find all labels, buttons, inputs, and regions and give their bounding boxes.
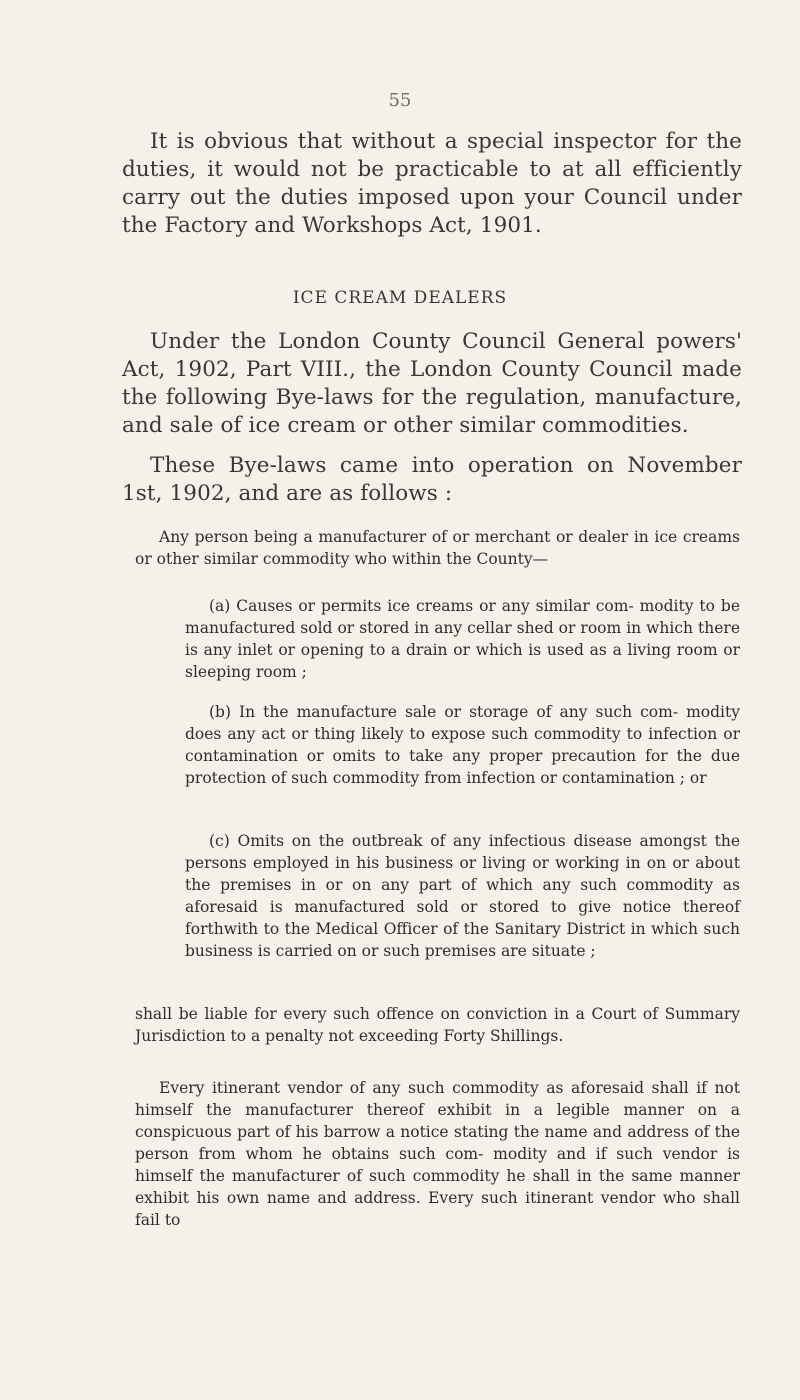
intro-paragraph-text: It is obvious that without a special inspector for the duties, it would not be practicable to at all efficiently carry out the duties imposed upon your Council under the Factory and Workshops Act, 1901. xyxy=(122,129,742,238)
clause-c-text: (c) Omits on the outbreak of any infectious disease amongst the persons employed in his business or living or working in on or about the premises in or on any part of which any such commodity as aforesaid is manufactured sold or stored to give notice thereof forthwith to the Medical Officer of the Sanitary District in which such business is carried on or such premises are situate ; xyxy=(185,832,740,960)
bylaw-intro xyxy=(135,526,740,570)
clause-a-text: (a) Causes or permits ice creams or any similar com- modity to be manufactured sold or stored in any cellar shed or room in which there is any inlet or opening to a drain or which is used as a living room or sleeping room ; xyxy=(185,597,740,681)
page-number: 55 xyxy=(388,90,412,111)
itinerant-paragraph xyxy=(135,1077,740,1231)
clause-b xyxy=(185,701,740,789)
bylaws-paragraph-text: These Bye-laws came into operation on November 1st, 1902, and are as follows : xyxy=(122,453,742,506)
intro-paragraph xyxy=(122,128,742,240)
itinerant-paragraph-text: Every itinerant vendor of any such commodity as aforesaid shall if not himself the manufacturer thereof exhibit in a legible manner on a conspicuous part of his barrow a notice stating the name and address of the person from whom he obtains such com- modity and if such vendor is himself the manufacturer of such commodity he shall in the same manner exhibit his own name and address. Every such itinerant vendor who shall fail to xyxy=(135,1079,740,1229)
clause-c xyxy=(185,830,740,962)
penalty-paragraph: shall be liable for every such offence on conviction in a Court of Summary Jurisdiction to a penalty not exceeding Forty Shillings. xyxy=(135,1005,740,1045)
bylaws-paragraph xyxy=(122,452,742,508)
bylaw-intro-text: Any person being a manufacturer of or merchant or dealer in ice creams or other similar commodity who within the County— xyxy=(135,528,740,568)
act-paragraph-text: Under the London County Council General powers' Act, 1902, Part VIII., the London County Council made the following Bye-laws for the regulation, manufacture, and sale of ice cream or other similar commodities. xyxy=(122,329,742,438)
act-paragraph xyxy=(122,328,742,440)
clause-b-text: (b) In the manufacture sale or storage of any such com- modity does any act or thing likely to expose such commodity to infection or contamination or omits to take any proper precaution for the due protection of such commodity from infection or contamination ; or xyxy=(185,703,740,787)
section-heading: ICE CREAM DEALERS xyxy=(292,288,508,308)
clause-a xyxy=(185,595,740,683)
